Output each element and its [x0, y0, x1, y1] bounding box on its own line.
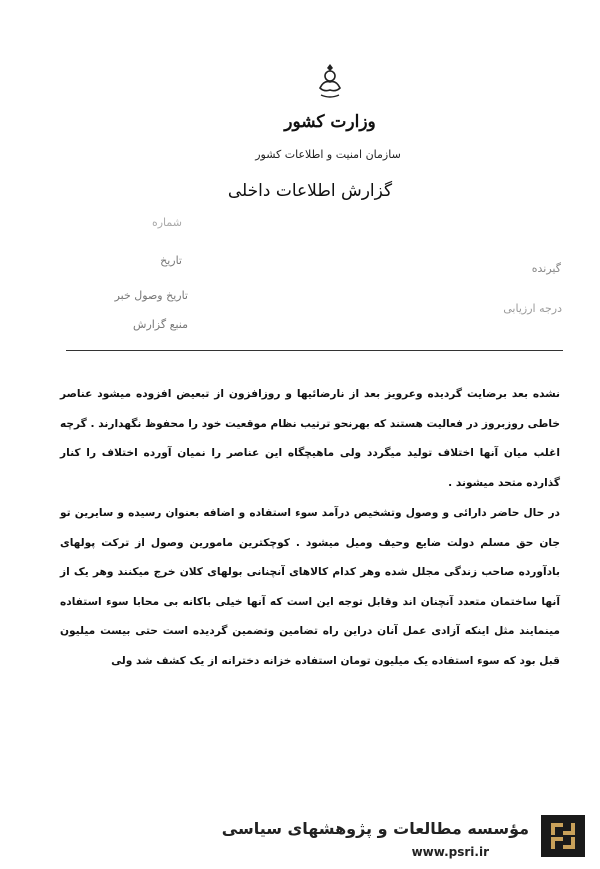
- field-number: شماره: [151, 216, 182, 229]
- field-report-source: منبع گزارش: [133, 318, 188, 331]
- institute-name: مؤسسه مطالعات و پژوهشهای سیاسی: [221, 819, 529, 838]
- report-title: گزارش اطلاعات داخلی: [227, 181, 393, 201]
- field-evaluation: درجه ارزیابی: [503, 302, 562, 315]
- watermark-footer: [221, 803, 595, 865]
- header-divider: [66, 350, 563, 351]
- institute-website: www.psri.ir: [411, 845, 489, 859]
- field-date: تاریخ: [160, 254, 182, 267]
- ministry-name: وزارت کشور: [284, 112, 376, 132]
- field-receipt-date: تاریخ وصول خبر: [114, 289, 188, 302]
- body-paragraph-1: نشده بعد برضایت گردیده وعرویز بعد از نارضائیها و روزافزون از تبعیض افزوده میشود عناصر خاطی روزبروز در فعالیت هستند که بهرنحو ترتیب نظام موقعیت خود را محفوظ نگهدارند . گرچه اغلب میان آنها اختلاف تولید میگردد ولی ماهیچگاه این عناصر را نمیان آورده اختلاف را کنار گذارده متحد میشوند .: [60, 388, 560, 489]
- institute-logo-icon: [541, 815, 585, 857]
- field-recipient: گیرنده: [531, 262, 561, 275]
- body-paragraph-2: در حال حاضر دارائی و وصول وتشخیص درآمد سوء استفاده و اضافه بعنوان رسیده و سایرین تو جان حق مسلم دولت ضایع وحیف ومیل میشود . کوچکترین مامورین وصول از ترکت پولهای بادآورده صاحب زندگی مجلل شده وهر کدام کالاهای آنچنانی بولهای کلان خرج میکنند وهر یک از آنها ساختمان متعدد آنچنان اند وقابل توجه این است که آنها خیلی باکانه بی محابا سوء استفاده مینمایند مثل اینکه آزادی عمل آنان دراین راه تضامین وتضمین گردیده است حتی بیست میلیون قبل بود که سوء استفاده یک میلیون تومان استفاده خزانه دخترانه از یک کشف شد ولی: [60, 507, 560, 667]
- organization-name: سازمان امنیت و اطلاعات کشور: [255, 148, 401, 161]
- lion-and-sun-emblem-icon: [312, 62, 348, 102]
